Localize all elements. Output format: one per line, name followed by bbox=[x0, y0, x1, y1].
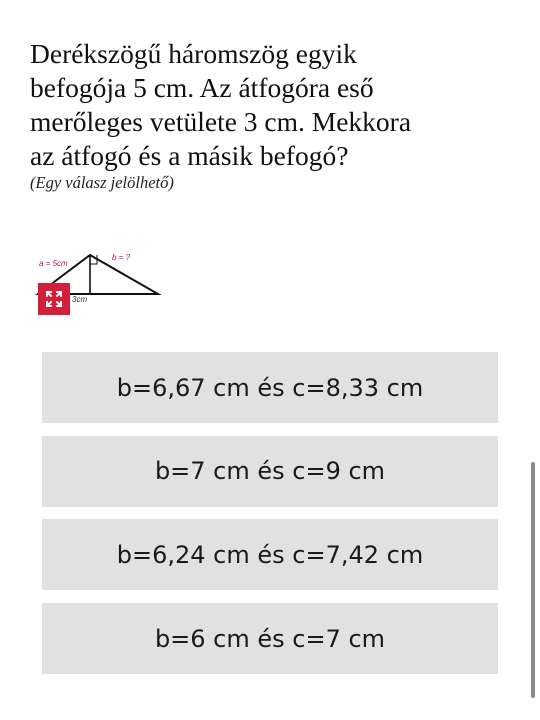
expand-icon bbox=[38, 283, 70, 315]
figure-label-a: a = 5cm bbox=[39, 259, 68, 268]
figure-label-b: b = ? bbox=[112, 253, 131, 262]
figure-label-projection: 3cm bbox=[72, 295, 88, 304]
answer-hint: (Egy válasz jelölhető) bbox=[30, 173, 174, 192]
answer-option-3[interactable]: b=6,24 cm és c=7,42 cm bbox=[42, 519, 498, 590]
answer-option-1[interactable]: b=6,67 cm és c=8,33 cm bbox=[42, 352, 498, 423]
question-text bbox=[30, 37, 500, 173]
triangle-figure[interactable] bbox=[34, 245, 174, 325]
answer-list bbox=[42, 352, 498, 687]
scrollbar[interactable] bbox=[531, 462, 535, 698]
expand-button[interactable] bbox=[38, 283, 70, 315]
question-line: az átfogó és a másik befogó? bbox=[30, 140, 349, 171]
question-line: befogója 5 cm. Az átfogóra eső bbox=[30, 72, 374, 103]
answer-option-4[interactable]: b=6 cm és c=7 cm bbox=[42, 603, 498, 674]
question-line: Derékszögű háromszög egyik bbox=[30, 38, 357, 69]
answer-option-2[interactable]: b=7 cm és c=9 cm bbox=[42, 436, 498, 507]
question-line: merőleges vetülete 3 cm. Mekkora bbox=[30, 106, 412, 137]
